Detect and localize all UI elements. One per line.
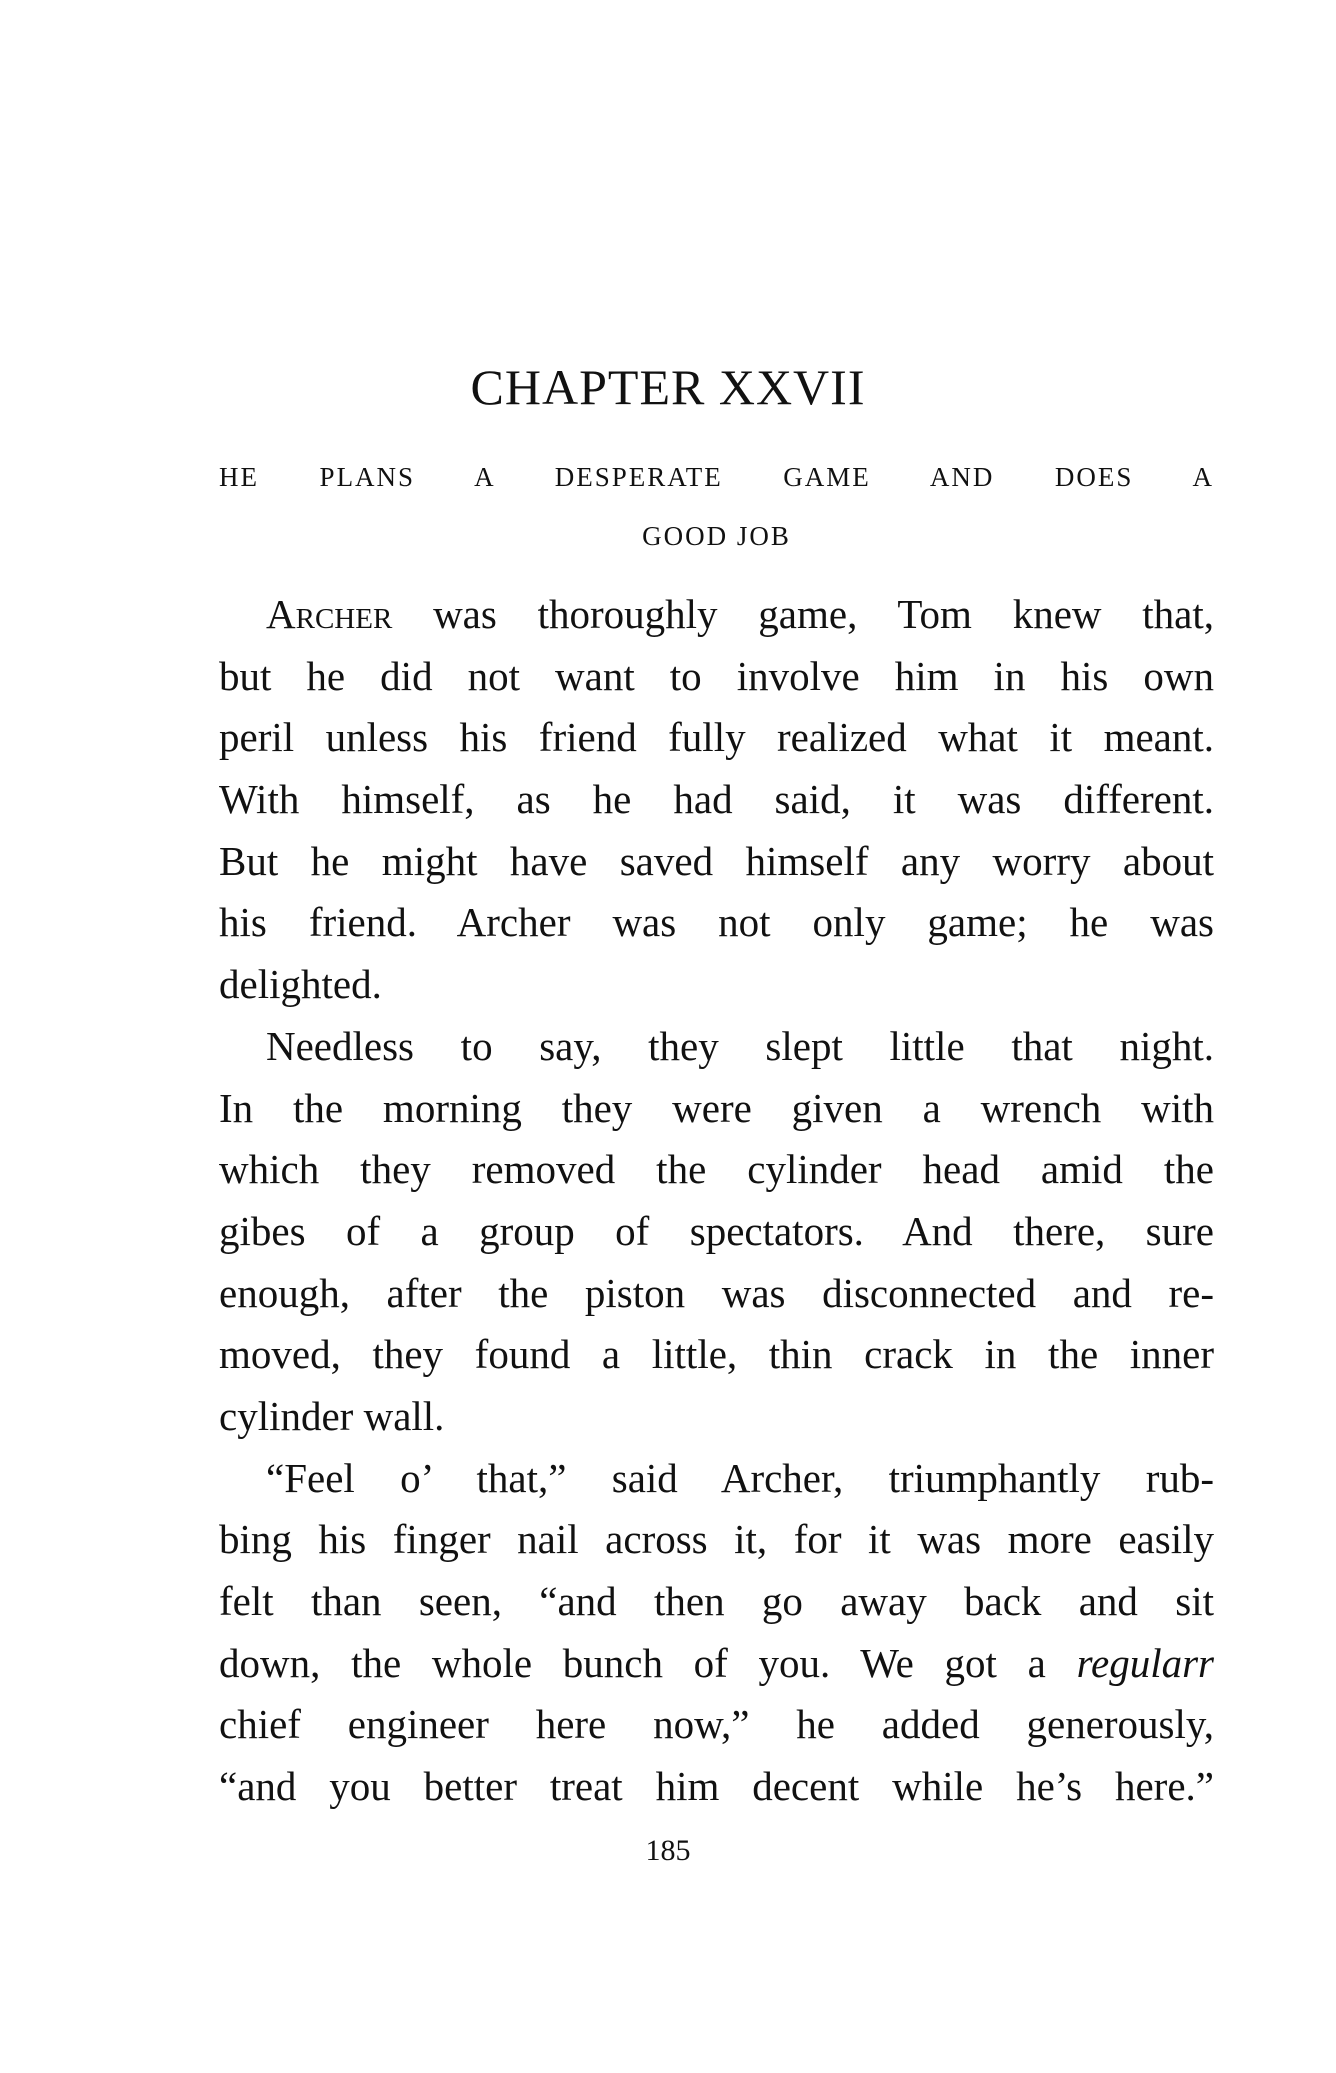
text-line: but he did not want to involve him in his own	[219, 652, 1214, 699]
page-number: 185	[645, 1834, 691, 1867]
text-line: “and you better treat him decent while he’s here.”	[219, 1763, 1214, 1810]
text-line: which they removed the cylinder head amid the	[219, 1146, 1214, 1193]
chapter-subtitle-line-2: GOOD JOB	[642, 521, 791, 551]
italic-word: regularr	[1076, 1639, 1214, 1686]
text-line: peril unless his friend fully realized what it meant.	[219, 714, 1214, 761]
text-line: bing his finger nail across it, for it was more easily	[219, 1516, 1214, 1563]
text-fragment: down, the whole bunch of you. We got a	[219, 1639, 1077, 1686]
text-line: “Feel o’ that,” said Archer, triumphantly rub-	[266, 1454, 1214, 1501]
small-caps-word: Archer	[266, 591, 393, 637]
text-fragment: was thoroughly game, Tom knew that,	[392, 591, 1214, 637]
text-line	[219, 1633, 1214, 1695]
text-line: delighted.	[219, 961, 382, 1008]
text-line	[219, 584, 1214, 646]
body-text	[219, 584, 1214, 1818]
text-line: Needless to say, they slept little that night.	[266, 1022, 1214, 1069]
text-line: cylinder wall.	[219, 1392, 445, 1439]
text-line: moved, they found a little, thin crack in the inner	[219, 1331, 1214, 1378]
text-line: In the morning they were given a wrench with	[219, 1084, 1214, 1131]
text-line: chief engineer here now,” he added generously,	[219, 1701, 1214, 1748]
text-line: his friend. Archer was not only game; he was	[219, 899, 1214, 946]
text-line: With himself, as he had said, it was different.	[219, 776, 1214, 823]
chapter-subtitle-line-1: HE PLANS A DESPERATE GAME AND DOES A	[219, 462, 1214, 492]
text-line: felt than seen, “and then go away back and sit	[219, 1578, 1214, 1624]
text-line: But he might have saved himself any worry about	[219, 837, 1214, 884]
text-line: enough, after the piston was disconnected and re-	[219, 1269, 1214, 1316]
chapter-title: CHAPTER XXVII	[470, 359, 866, 415]
text-line: gibes of a group of spectators. And there, sure	[219, 1207, 1214, 1254]
